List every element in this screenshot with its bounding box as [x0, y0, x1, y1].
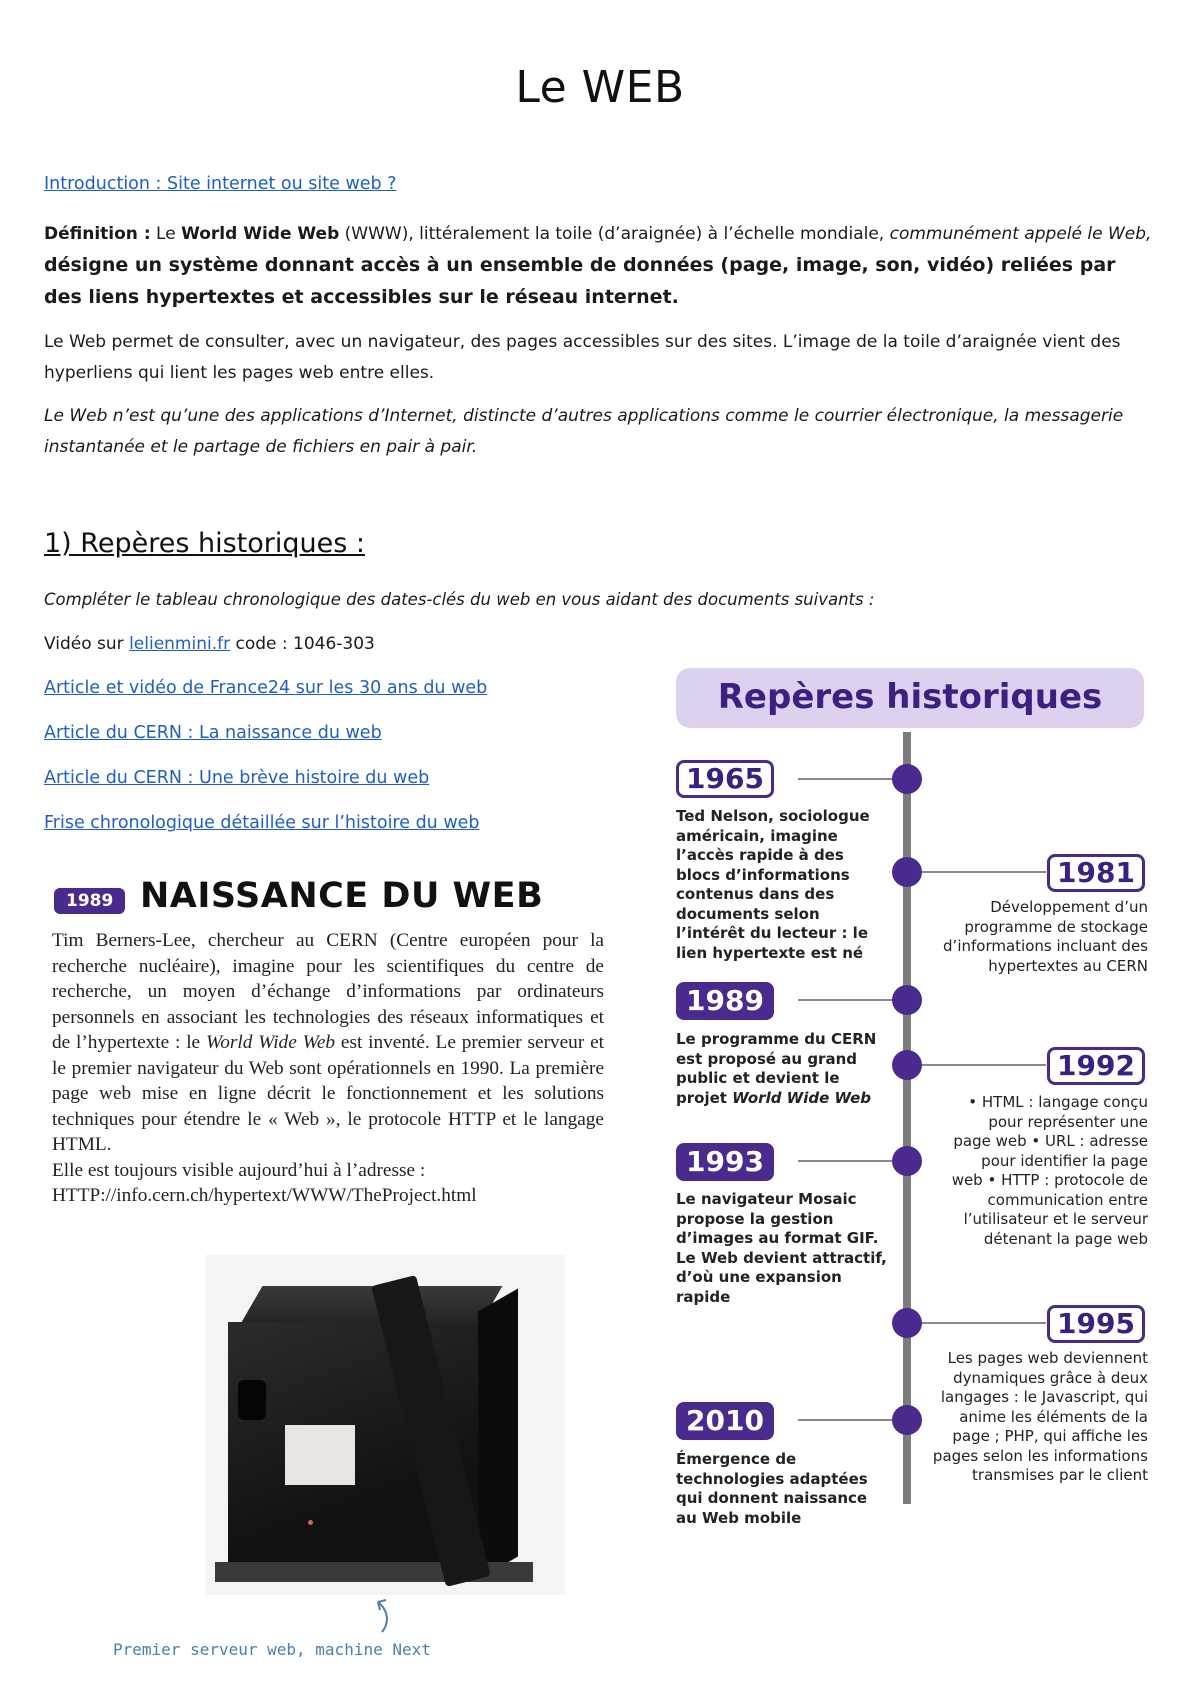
pc-sticker [285, 1425, 355, 1485]
intro-link[interactable]: Introduction : Site internet ou site web ? [44, 174, 397, 194]
year-1989: 1989 [676, 982, 774, 1020]
dot-1965 [892, 764, 922, 794]
timeline-header: Repères historiques [717, 677, 1103, 717]
section-title: 1) Repères historiques : [44, 528, 365, 559]
arrow-icon [368, 1592, 398, 1634]
timeline-axis [903, 732, 911, 1504]
connector-1989 [798, 999, 902, 1001]
dot-1993 [892, 1146, 922, 1176]
dot-1989 [892, 985, 922, 1015]
event-1989-italic: World Wide Web [732, 1088, 872, 1107]
definition-label: Définition : [44, 224, 151, 244]
pc-mouse [238, 1380, 266, 1420]
definition-paragraph [44, 218, 1154, 314]
connector-2010 [798, 1419, 902, 1421]
lelienmini-link[interactable]: lelienmini.fr [129, 634, 231, 654]
event-1989-text-1: Le programme du CERN est proposé au grand public et devient le projet [676, 1030, 877, 1107]
definition-bold: désigne un système donnant accès à un ensemble de données (page, image, son, vidéo) reliées par des liens hypertextes et accessibles sur le réseau internet. [44, 254, 1116, 308]
year-1993: 1993 [676, 1143, 774, 1181]
dot-2010 [892, 1405, 922, 1435]
naissance-text-3: Elle est toujours visible aujourd’hui à l’adresse : [52, 1159, 426, 1181]
video-prefix: Vidéo sur [44, 634, 130, 654]
naissance-text-italic: World Wide Web [205, 1032, 336, 1053]
instruction: Compléter le tableau chronologique des dates-clés du web en vous aidant des documents suivants : [44, 590, 875, 609]
pc-side [478, 1288, 518, 1579]
dot-1995 [892, 1308, 922, 1338]
event-1965-text: Ted Nelson, sociologue américain, imagine l’accès rapide à des blocs d’informations contenus dans des documents selon l’intérêt du lecteur : le lien hypertexte est né [676, 807, 870, 962]
connector-1995 [912, 1322, 1046, 1324]
definition-common: communément appelé le Web, [889, 224, 1152, 244]
pc-power-light [308, 1520, 313, 1525]
web-paragraph: Le Web permet de consulter, avec un navigateur, des pages accessibles sur des sites. L’image de la toile d’araignée vient des hyperliens qui lient les pages web entre elles. [44, 332, 1121, 383]
event-1995-text: Les pages web deviennent dynamiques grâce à deux langages : le Javascript, qui anime les éléments de la page ; PHP, qui affiche les pages selon les informations transmises par le client [932, 1349, 1148, 1484]
cern-naissance-link[interactable]: Article du CERN : La naissance du web [44, 723, 382, 743]
year-1981: 1981 [1047, 854, 1145, 892]
connector-1981 [912, 871, 1046, 873]
naissance-text [52, 928, 604, 1209]
naissance-title: NAISSANCE DU WEB [140, 876, 544, 916]
naissance-text-1: Tim Berners-Lee, chercheur au CERN (Centre européen pour la recherche nucléaire), imagine pour les scientifiques du centre de recherche, un moyen d’échange d’informations par ordinateurs personnels en associant les technologies des réseaux informatiques et de l’hypertexte : le [52, 930, 604, 1053]
definition-prefix: Le [150, 224, 182, 244]
event-1992-text: • HTML : langage conçu pour représenter une page web • URL : adresse pour identifier la page web • HTTP : protocole de communication entre l’utilisateur et le serveur détenant la page web [951, 1093, 1148, 1248]
connector-1992 [912, 1064, 1046, 1066]
frise-link[interactable]: Frise chronologique détaillée sur l’histoire du web [44, 813, 480, 833]
event-1989-text [676, 1030, 886, 1108]
naissance-text-4: HTTP://info.cern.ch/hypertext/WWW/TheProject.html [52, 1185, 477, 1206]
event-2010-text: Émergence de technologies adaptées qui donnent naissance au Web mobile [676, 1450, 868, 1527]
connector-1965 [798, 778, 902, 780]
year-1992: 1992 [1047, 1047, 1145, 1085]
video-code: code : 1046-303 [230, 634, 375, 654]
year-1965: 1965 [676, 760, 774, 798]
naissance-text-2: est inventé. Le premier serveur et le premier navigateur du Web sont opérationnels en 1990. La première page web mise en ligne décrit le fonctionnement et les solutions techniques pour étendre le « Web », le protocole HTTP et le langage HTML. [52, 1032, 604, 1155]
page-title: Le WEB [515, 62, 685, 113]
france24-link[interactable]: Article et vidéo de France24 sur les 30 ans du web [44, 678, 488, 698]
definition-term: World Wide Web [181, 224, 340, 244]
dot-1981 [892, 857, 922, 887]
cern-histoire-link[interactable]: Article du CERN : Une brève histoire du web [44, 768, 430, 788]
web-apps-paragraph: Le Web n’est qu’une des applications d’Internet, distincte d’autres applications comme le courrier électronique, la messagerie instantanée et le partage de fichiers en pair à pair. [44, 406, 1124, 457]
computer-caption: Premier serveur web, machine Next [113, 1640, 431, 1659]
year-2010: 2010 [676, 1402, 774, 1440]
definition-middle: (WWW), littéralement la toile (d’araignée) à l’échelle mondiale, [339, 224, 890, 244]
naissance-badge: 1989 [54, 888, 125, 914]
event-1981-text: Développement d’un programme de stockage d’informations incluant des hypertextes au CERN [943, 898, 1148, 975]
video-line [44, 629, 1154, 660]
year-1995: 1995 [1047, 1305, 1145, 1343]
event-1993-text: Le navigateur Mosaic propose la gestion d’images au format GIF. Le Web devient attractif, d’où une expansion rapide [676, 1190, 887, 1306]
connector-1993 [798, 1160, 902, 1162]
dot-1992 [892, 1050, 922, 1080]
